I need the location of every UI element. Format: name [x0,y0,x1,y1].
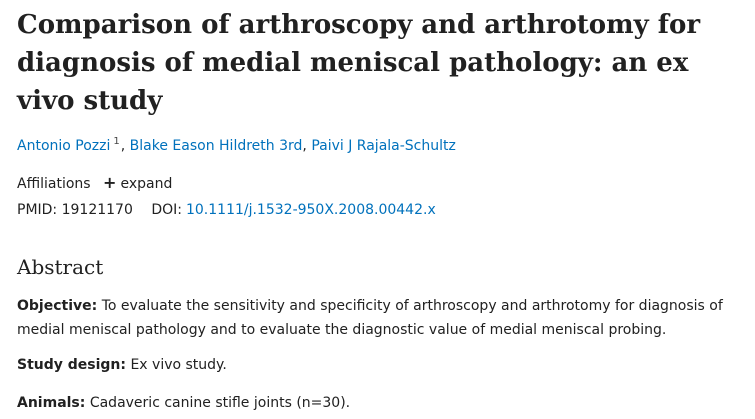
author-link-hildreth[interactable]: Blake Eason Hildreth 3rd [129,138,303,154]
abstract-study-design [17,353,742,377]
affiliations-expand-button[interactable] [103,173,173,192]
study-design-text: Ex vivo study. [130,357,227,373]
study-design-label: Study design: [17,357,126,373]
author-link-pozzi[interactable]: Antonio Pozzi [17,138,111,154]
abstract-objective [17,294,742,342]
pmid-value: 19121170 [61,202,133,218]
article-title: Comparison of arthroscopy and arthrotomy for diagnosis of medial meniscal pathology: an ex vivo study [17,10,701,116]
abstract-heading: Abstract [17,255,104,279]
pmid-label: PMID: [17,202,58,218]
plus-icon: + [103,173,117,192]
objective-label: Objective: [17,298,98,314]
objective-text: To evaluate the sensitivity and specificity of arthroscopy and arthrotomy for diagnosis of medial meniscal pathology and to evaluate the diagnostic value of medial meniscal probing. [17,298,723,338]
abstract-animals [17,391,742,415]
author-separator: , [302,138,312,154]
affiliation-ref-number[interactable]: 1 [113,136,120,148]
expand-label: expand [120,176,173,192]
affiliations-label: Affiliations [17,176,91,192]
affiliations-row [17,173,172,194]
identifiers-row [17,200,436,220]
animals-label: Animals: [17,395,86,411]
doi-label: DOI: [151,202,182,218]
doi-link[interactable]: 10.1111/j.1532-950X.2008.00442.x [185,202,436,218]
author-link-rajala-schultz[interactable]: Paivi J Rajala-Schultz [311,138,456,154]
animals-text: Cadaveric canine stifle joints (n=30). [89,395,351,411]
author-separator: , [120,138,130,154]
author-list [17,136,456,156]
